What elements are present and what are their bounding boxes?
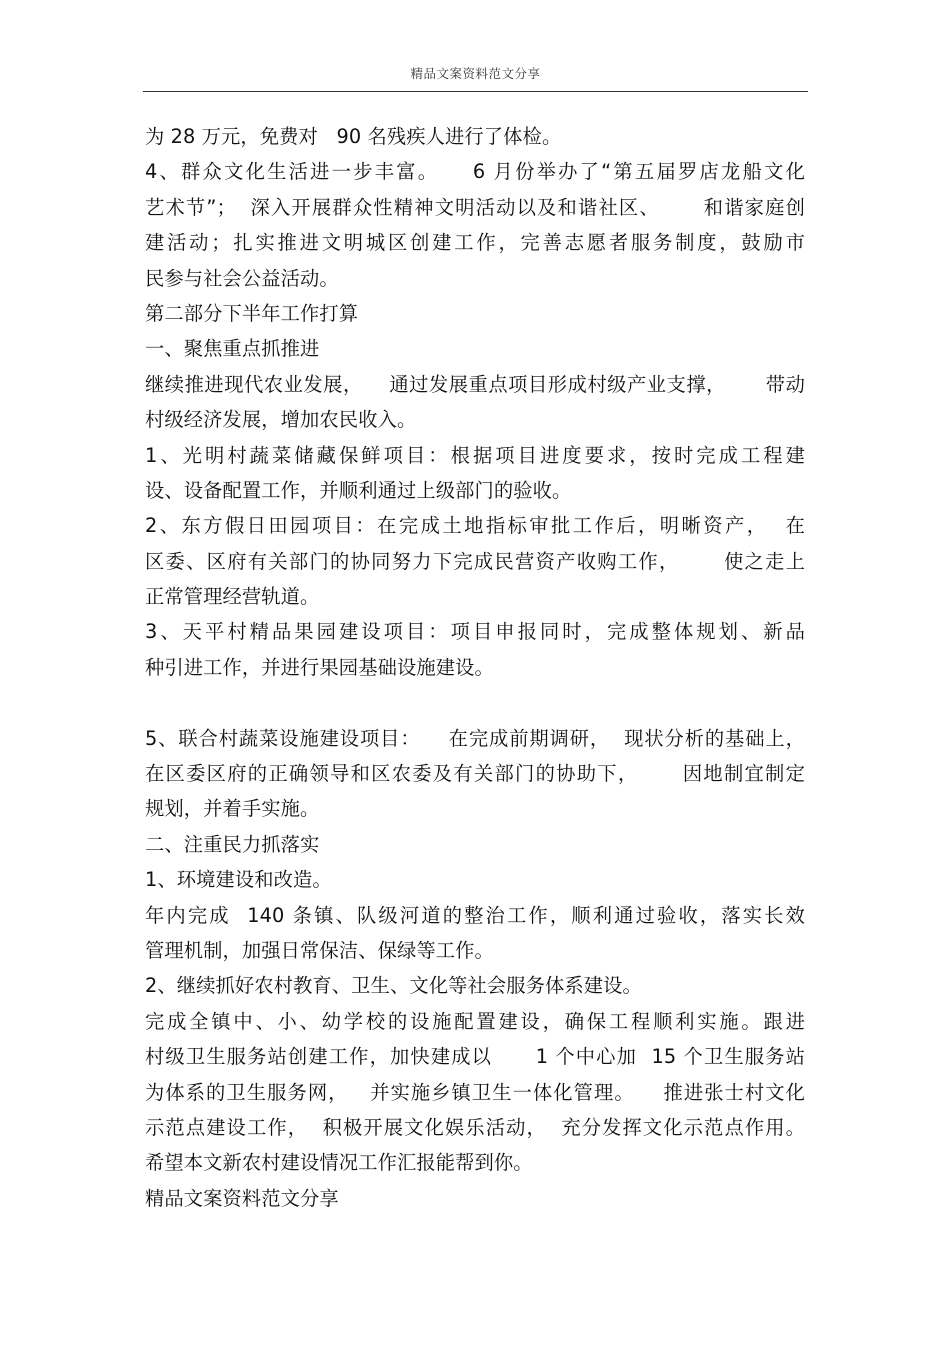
body-line: 为体系的卫生服务网， 并实施乡镇卫生一体化管理。 推进张士村文化	[145, 1080, 805, 1104]
body-line: 种引进工作，并进行果园基础设施建设。	[145, 655, 494, 679]
body-line: 管理机制，加强日常保洁、保绿等工作。	[145, 938, 494, 962]
body-line: 4、群众文化生活进一步丰富。 6 月份举办了“第五届罗店龙船文化	[145, 160, 805, 184]
body-line: 完成全镇中、小、幼学校的设施配置建设，确保工程顺利实施。跟进	[145, 1009, 805, 1033]
body-line: 规划，并着手实施。	[145, 797, 320, 821]
body-line: 为 28 万元，免费对 90 名残疾人进行了体检。	[145, 125, 562, 148]
body-line: 设、设备配置工作，并顺利通过上级部门的验收。	[145, 478, 572, 502]
body-line: 3、天平村精品果园建设项目：项目申报同时，完成整体规划、新品	[145, 620, 805, 644]
document-body	[145, 119, 805, 1216]
page-footer-text: 精品文案资料范文分享	[145, 1186, 339, 1210]
subsection-heading: 二、注重民力抓落实	[145, 832, 320, 856]
body-line: 正常管理经营轨道。	[145, 585, 320, 609]
body-line: 艺术节”； 深入开展群众性精神文明活动以及和谐社区、 和谐家庭创	[145, 195, 805, 219]
body-line: 年内完成 140 条镇、队级河道的整治工作，顺利通过验收，落实长效	[145, 903, 805, 927]
body-line: 村级卫生服务站创建工作，加快建成以 1 个中心加 15 个卫生服务站	[145, 1045, 805, 1069]
body-line: 1、环境建设和改造。	[145, 868, 332, 892]
body-line: 在区委区府的正确领导和区农委及有关部门的协助下， 因地制宜制定	[145, 762, 805, 786]
body-line: 村级经济发展，增加农民收入。	[145, 408, 417, 432]
body-line: 希望本文新农村建设情况工作汇报能帮到你。	[145, 1151, 533, 1175]
body-line: 继续推进现代农业发展， 通过发展重点项目形成村级产业支撑， 带动	[145, 372, 805, 396]
blank-line	[145, 685, 805, 720]
body-line: 2、东方假日田园项目：在完成土地指标审批工作后，明晰资产， 在	[145, 514, 805, 538]
header-divider	[143, 91, 808, 92]
section-heading: 第二部分下半年工作打算	[145, 301, 359, 325]
body-line: 示范点建设工作， 积极开展文化娱乐活动， 充分发挥文化示范点作用。	[145, 1115, 805, 1139]
body-line: 民参与社会公益活动。	[145, 266, 339, 290]
body-line: 1、光明村蔬菜储藏保鲜项目：根据项目进度要求，按时完成工程建	[145, 443, 805, 467]
body-line: 2、继续抓好农村教育、卫生、文化等社会服务体系建设。	[145, 974, 642, 998]
body-line: 区委、区府有关部门的协同努力下完成民营资产收购工作， 使之走上	[145, 549, 805, 573]
page-header: 精品文案资料范文分享	[410, 66, 541, 81]
body-line: 5、联合村蔬菜设施建设项目： 在完成前期调研， 现状分析的基础上，	[145, 726, 805, 750]
subsection-heading: 一、聚焦重点抓推进	[145, 337, 320, 361]
body-line: 建活动；扎实推进文明城区创建工作，完善志愿者服务制度，鼓励市	[145, 231, 805, 255]
